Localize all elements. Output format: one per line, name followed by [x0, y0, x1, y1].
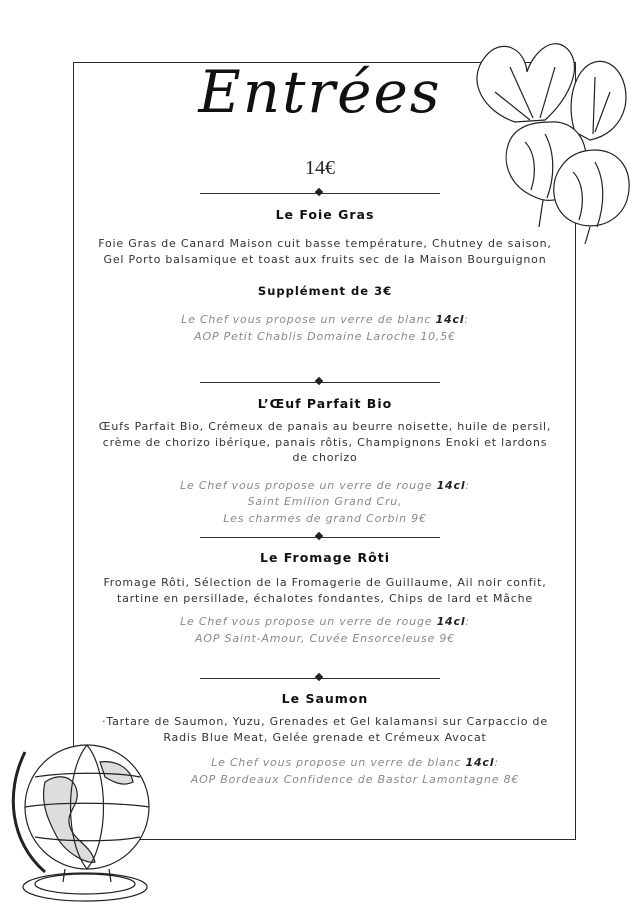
section-divider — [200, 532, 440, 542]
menu-price: 14€ — [305, 157, 335, 179]
wine-suggestion: Le Chef vous propose un verre de rouge 14cl: AOP Saint-Amour, Cuvée Ensorceleuse 9€ — [180, 615, 470, 645]
item-description: Fromage Rôti, Sélection de la Fromagerie de Guillaume, Ail noir confit, tartine en persillade, échalotes fondantes, Chips de lard et Mâche — [103, 576, 547, 605]
item-description: Œufs Parfait Bio, Crémeux de panais au beurre noisette, huile de persil, crème de chorizo ibérique, panais rôtis, Champignons Enoki et lardons de chorizo — [98, 420, 552, 464]
section-divider — [200, 377, 440, 387]
item-name: Le Fromage Rôti — [260, 550, 390, 565]
section-divider — [200, 188, 440, 198]
item-description: ·Tartare de Saumon, Yuzu, Grenades et Gel kalamansi sur Carpaccio de Radis Blue Meat, Gelée grenade et Crémeux Avocat — [102, 715, 548, 744]
item-supplement: Supplément de 3€ — [257, 284, 393, 298]
wine-suggestion: Le Chef vous propose un verre de blanc 14cl: AOP Bordeaux Confidence de Bastor Lamontagne 8€ — [190, 756, 520, 786]
menu-item-fromage-roti — [95, 550, 555, 647]
item-name: L’Œuf Parfait Bio — [257, 396, 393, 411]
menu-title: Entrées — [198, 58, 442, 126]
wine-suggestion: Le Chef vous propose un verre de blanc 14cl: AOP Petit Chablis Domaine Laroche 10,5€ — [181, 313, 469, 343]
menu-item-saumon — [95, 691, 555, 788]
item-description: Foie Gras de Canard Maison cuit basse température, Chutney de saison, Gel Porto balsamique et toast aux fruits sec de la Maison Bourguignon — [98, 237, 552, 266]
section-divider — [200, 673, 440, 683]
item-name: Le Foie Gras — [275, 207, 375, 222]
menu-item-oeuf-parfait — [95, 396, 555, 527]
item-name: Le Saumon — [281, 691, 369, 706]
menu-item-foie-gras — [95, 207, 555, 345]
wine-suggestion: Le Chef vous propose un verre de rouge 14cl: Saint Emilion Grand Cru, Les charmes de grand Corbin 9€ — [180, 478, 470, 525]
